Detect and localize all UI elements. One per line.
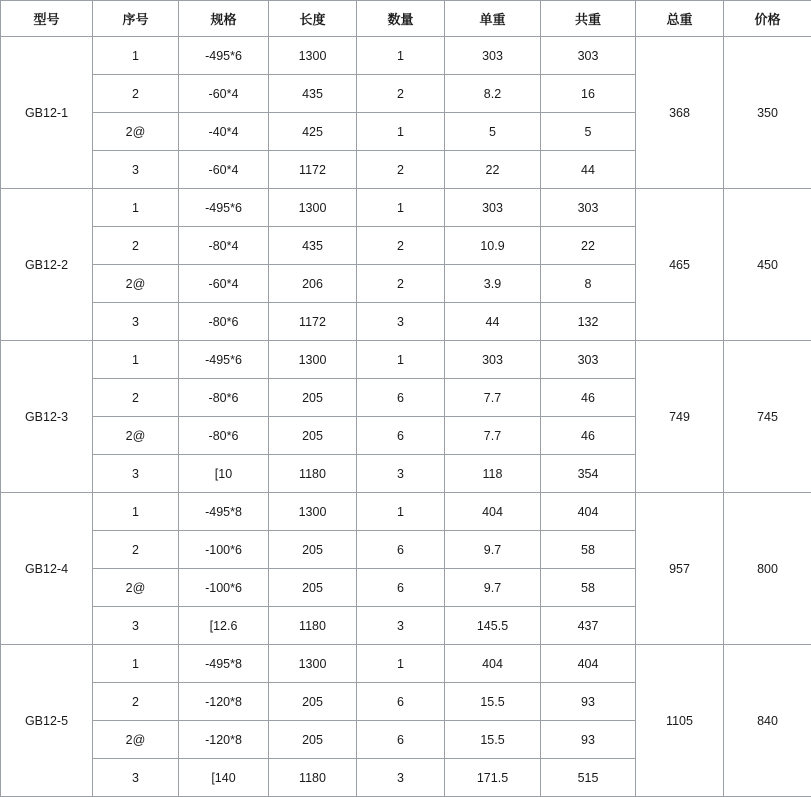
cell-length: 1172 [269, 303, 357, 341]
header-model: 型号 [1, 1, 93, 37]
cell-quantity: 1 [357, 37, 445, 75]
cell-spec: -495*6 [179, 37, 269, 75]
cell-quantity: 3 [357, 759, 445, 797]
cell-quantity: 6 [357, 569, 445, 607]
cell-spec: -80*6 [179, 417, 269, 455]
cell-quantity: 3 [357, 607, 445, 645]
table-row [1, 189, 811, 227]
cell-price: 745 [724, 341, 811, 493]
cell-length: 205 [269, 721, 357, 759]
cell-sum-weight: 58 [541, 531, 636, 569]
cell-sum-weight: 46 [541, 417, 636, 455]
cell-unit-weight: 303 [445, 189, 541, 227]
cell-quantity: 2 [357, 151, 445, 189]
cell-quantity: 1 [357, 113, 445, 151]
cell-quantity: 6 [357, 531, 445, 569]
table-header-row [1, 1, 811, 37]
cell-sum-weight: 404 [541, 493, 636, 531]
cell-unit-weight: 7.7 [445, 379, 541, 417]
cell-spec: -80*6 [179, 303, 269, 341]
cell-length: 205 [269, 531, 357, 569]
cell-unit-weight: 5 [445, 113, 541, 151]
cell-model: GB12-2 [1, 189, 93, 341]
cell-spec: -120*8 [179, 721, 269, 759]
cell-total-weight: 749 [636, 341, 724, 493]
cell-quantity: 1 [357, 493, 445, 531]
cell-seq: 2 [93, 75, 179, 113]
cell-length: 435 [269, 75, 357, 113]
cell-length: 1172 [269, 151, 357, 189]
cell-unit-weight: 15.5 [445, 721, 541, 759]
cell-quantity: 6 [357, 683, 445, 721]
cell-sum-weight: 16 [541, 75, 636, 113]
cell-unit-weight: 303 [445, 37, 541, 75]
cell-seq: 1 [93, 37, 179, 75]
cell-sum-weight: 44 [541, 151, 636, 189]
cell-sum-weight: 93 [541, 683, 636, 721]
cell-sum-weight: 8 [541, 265, 636, 303]
cell-length: 1300 [269, 189, 357, 227]
cell-seq: 3 [93, 759, 179, 797]
cell-length: 205 [269, 569, 357, 607]
cell-sum-weight: 46 [541, 379, 636, 417]
cell-spec: [10 [179, 455, 269, 493]
cell-seq: 2@ [93, 265, 179, 303]
cell-spec: -100*6 [179, 531, 269, 569]
cell-price: 800 [724, 493, 811, 645]
cell-unit-weight: 15.5 [445, 683, 541, 721]
header-sum-weight: 共重 [541, 1, 636, 37]
cell-total-weight: 957 [636, 493, 724, 645]
cell-quantity: 2 [357, 75, 445, 113]
cell-spec: -495*6 [179, 189, 269, 227]
cell-seq: 2@ [93, 417, 179, 455]
header-unit-weight: 单重 [445, 1, 541, 37]
cell-length: 425 [269, 113, 357, 151]
cell-total-weight: 465 [636, 189, 724, 341]
cell-length: 1180 [269, 455, 357, 493]
cell-spec: -495*6 [179, 341, 269, 379]
cell-quantity: 2 [357, 227, 445, 265]
cell-seq: 3 [93, 151, 179, 189]
cell-seq: 3 [93, 455, 179, 493]
cell-length: 205 [269, 683, 357, 721]
cell-seq: 2@ [93, 113, 179, 151]
cell-unit-weight: 9.7 [445, 531, 541, 569]
cell-sum-weight: 515 [541, 759, 636, 797]
cell-spec: -100*6 [179, 569, 269, 607]
cell-model: GB12-1 [1, 37, 93, 189]
cell-quantity: 2 [357, 265, 445, 303]
cell-total-weight: 1105 [636, 645, 724, 797]
cell-quantity: 1 [357, 645, 445, 683]
cell-unit-weight: 404 [445, 493, 541, 531]
cell-seq: 1 [93, 493, 179, 531]
cell-total-weight: 368 [636, 37, 724, 189]
cell-quantity: 1 [357, 189, 445, 227]
cell-sum-weight: 303 [541, 37, 636, 75]
cell-seq: 1 [93, 341, 179, 379]
cell-sum-weight: 22 [541, 227, 636, 265]
table-row [1, 37, 811, 75]
cell-unit-weight: 44 [445, 303, 541, 341]
cell-model: GB12-4 [1, 493, 93, 645]
cell-sum-weight: 354 [541, 455, 636, 493]
header-seq: 序号 [93, 1, 179, 37]
cell-quantity: 6 [357, 379, 445, 417]
cell-sum-weight: 5 [541, 113, 636, 151]
cell-quantity: 6 [357, 417, 445, 455]
cell-price: 350 [724, 37, 811, 189]
cell-spec: -40*4 [179, 113, 269, 151]
cell-seq: 3 [93, 303, 179, 341]
cell-spec: -495*8 [179, 493, 269, 531]
cell-length: 206 [269, 265, 357, 303]
cell-spec: [12.6 [179, 607, 269, 645]
cell-spec: -60*4 [179, 151, 269, 189]
cell-sum-weight: 93 [541, 721, 636, 759]
cell-unit-weight: 171.5 [445, 759, 541, 797]
cell-model: GB12-5 [1, 645, 93, 797]
cell-seq: 2 [93, 531, 179, 569]
cell-unit-weight: 8.2 [445, 75, 541, 113]
cell-spec: -60*4 [179, 265, 269, 303]
cell-spec: -60*4 [179, 75, 269, 113]
cell-sum-weight: 303 [541, 189, 636, 227]
cell-length: 1180 [269, 759, 357, 797]
cell-quantity: 6 [357, 721, 445, 759]
table-body [1, 37, 811, 797]
table-row [1, 645, 811, 683]
header-length: 长度 [269, 1, 357, 37]
cell-length: 1300 [269, 493, 357, 531]
cell-spec: [140 [179, 759, 269, 797]
cell-sum-weight: 58 [541, 569, 636, 607]
cell-unit-weight: 22 [445, 151, 541, 189]
cell-unit-weight: 9.7 [445, 569, 541, 607]
header-spec: 规格 [179, 1, 269, 37]
cell-unit-weight: 7.7 [445, 417, 541, 455]
cell-spec: -80*4 [179, 227, 269, 265]
cell-price: 840 [724, 645, 811, 797]
cell-length: 205 [269, 379, 357, 417]
cell-model: GB12-3 [1, 341, 93, 493]
cell-seq: 2 [93, 227, 179, 265]
header-quantity: 数量 [357, 1, 445, 37]
cell-seq: 1 [93, 645, 179, 683]
cell-length: 1180 [269, 607, 357, 645]
cell-sum-weight: 437 [541, 607, 636, 645]
cell-sum-weight: 404 [541, 645, 636, 683]
table-row [1, 493, 811, 531]
cell-quantity: 3 [357, 455, 445, 493]
cell-seq: 1 [93, 189, 179, 227]
cell-seq: 2 [93, 683, 179, 721]
cell-seq: 2@ [93, 721, 179, 759]
cell-unit-weight: 145.5 [445, 607, 541, 645]
header-total-weight: 总重 [636, 1, 724, 37]
cell-price: 450 [724, 189, 811, 341]
cell-unit-weight: 404 [445, 645, 541, 683]
table-row [1, 341, 811, 379]
cell-spec: -80*6 [179, 379, 269, 417]
cell-unit-weight: 303 [445, 341, 541, 379]
cell-seq: 2@ [93, 569, 179, 607]
header-price: 价格 [724, 1, 811, 37]
cell-sum-weight: 303 [541, 341, 636, 379]
cell-spec: -495*8 [179, 645, 269, 683]
cell-length: 1300 [269, 341, 357, 379]
cell-seq: 3 [93, 607, 179, 645]
cell-unit-weight: 10.9 [445, 227, 541, 265]
cell-spec: -120*8 [179, 683, 269, 721]
cell-quantity: 3 [357, 303, 445, 341]
cell-sum-weight: 132 [541, 303, 636, 341]
cell-length: 1300 [269, 645, 357, 683]
cell-unit-weight: 3.9 [445, 265, 541, 303]
cell-quantity: 1 [357, 341, 445, 379]
cell-unit-weight: 118 [445, 455, 541, 493]
cell-length: 1300 [269, 37, 357, 75]
cell-length: 205 [269, 417, 357, 455]
cell-seq: 2 [93, 379, 179, 417]
cell-length: 435 [269, 227, 357, 265]
